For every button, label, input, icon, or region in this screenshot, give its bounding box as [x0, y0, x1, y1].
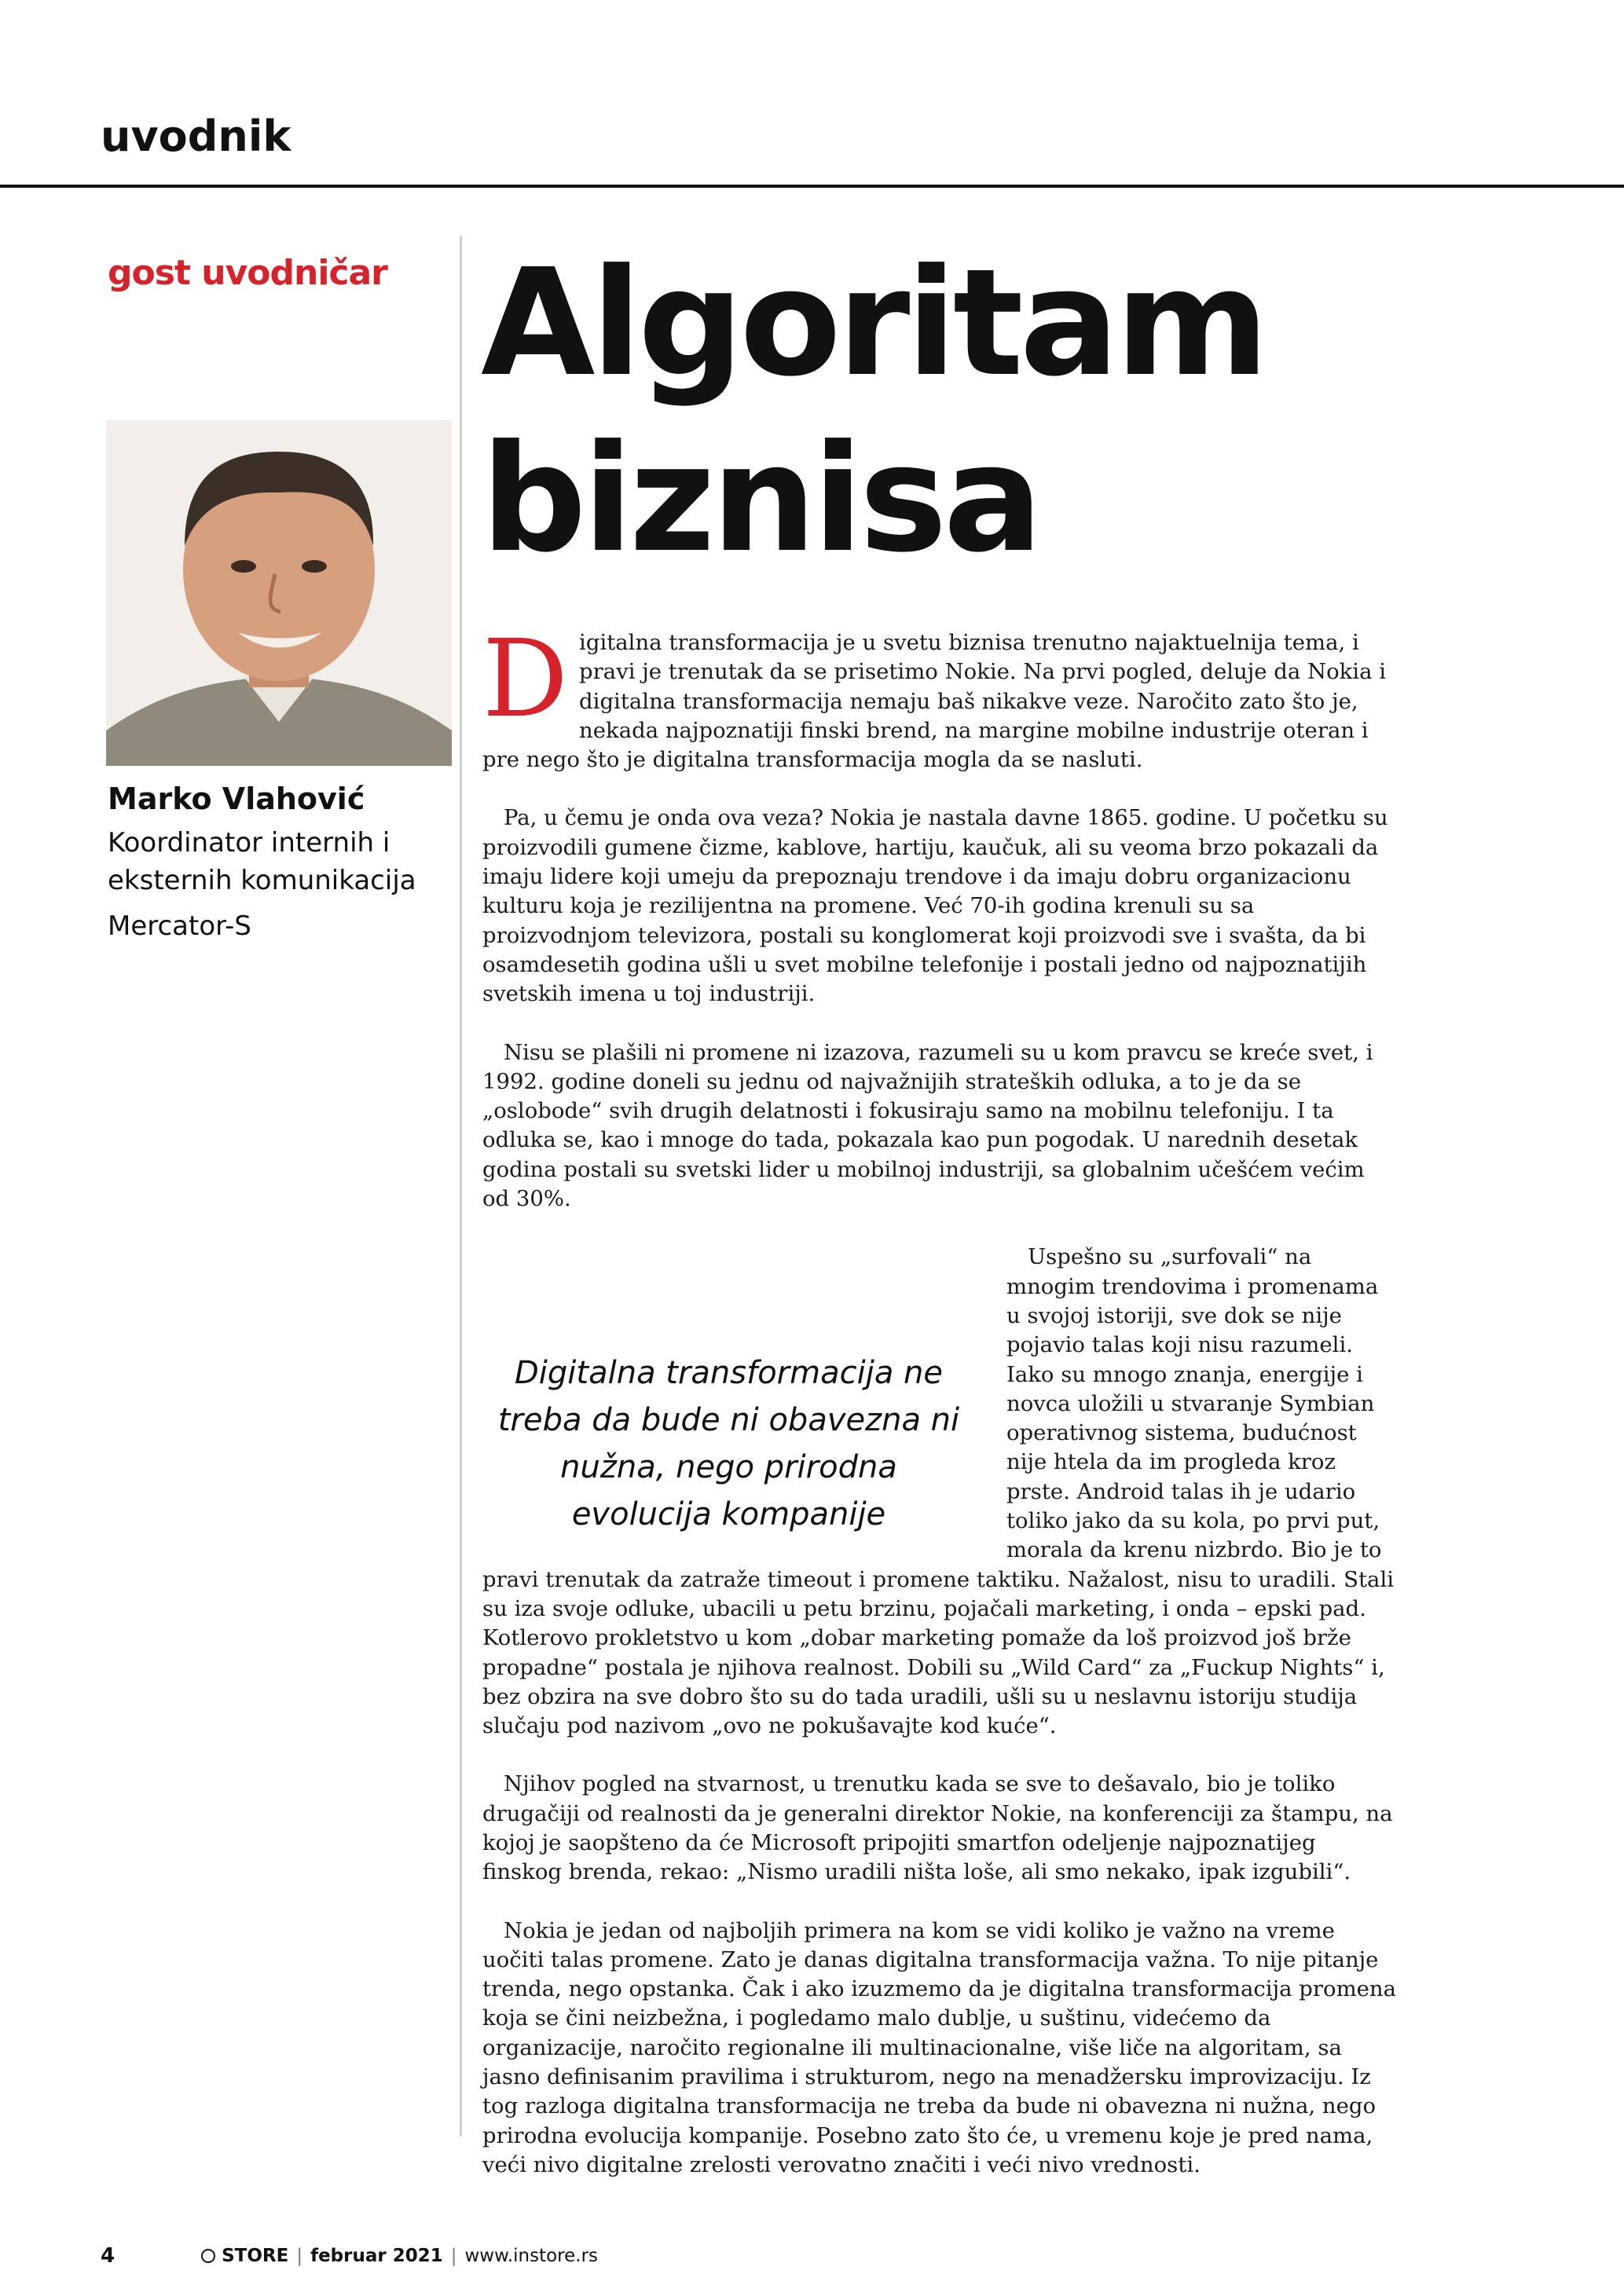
section-divider: [0, 185, 1624, 188]
footer-separator: |: [450, 2246, 457, 2266]
section-label: uvodnik: [101, 112, 291, 161]
headline-line-2: biznisa: [481, 413, 1039, 585]
author-portrait-illustration: [106, 420, 452, 766]
footer-separator: |: [296, 2246, 303, 2266]
author-photo: [106, 420, 452, 766]
author-company: Mercator-S: [108, 910, 251, 942]
guest-editor-label: gost uvodničar: [108, 253, 387, 293]
paragraph-6: Nokia je jedan od najboljih primera na kom se vidi koliko je važno na vreme uočiti talas promene. Zato je danas digitalna transformacija važna. To nije pitanje trenda, nego opstanka. Čak i ako izuzmemo da je digitalna transformacija promena koja se čini neizbežna, i pogledamo malo dublje, u suštinu, videćemo da organizacije, naročito regionalne ili multinacionalne, više liče na algoritam, sa jasno definisanim pravilima i strukturom, nego na menadžersku improvizaciju. Iz tog razloga digitalna transformacija ne treba da bude ni obavezna ni nužna, nego prirodna evolucija kompanije. Posebno zato što će, u vremenu koje je pred nama, veći nivo digitalne zrelosti verovatno značiti i veći nivo vrednosti.: [482, 1917, 1397, 2177]
paragraph-1-text: igitalna transformacija je u svetu biznisa trenutno najaktuelnija tema, i pravi je trenutak da se prisetimo Nokie. Na prvi pogled, deluje da Nokia i digitalna transformacija nemaju baš nikakve veze. Naročito zato što je, nekada najpoznatiji finski brend, na margine mobilne industrije oteran i pre nego što je digitalna transformacija mogla da se nasluti.: [482, 630, 1387, 773]
magazine-name: STORE: [222, 2246, 289, 2266]
paragraph-3: Nisu se plašili ni promene ni izazova, razumeli su u kom pravcu se kreće svet, i 1992. godine doneli su jednu od najvažnijih strateških odluka, a to je da se „oslobode“ svih drugih delatnosti i fokusiraju samo na mobilnu telefoniju. I ta odluka se, kao i mnoge do tada, pokazala kao pun pogodak. U narednih desetak godina postali su svetski lider u mobilnoj industriji, sa globalnim učešćem većim od 30%.: [482, 1039, 1373, 1212]
paragraph-5: Njihov pogled na stvarnost, u trenutku kada se sve to dešavalo, bio je toliko drugačiji od realnosti da je generalni direktor Nokie, na konferenciji za štampu, na kojoj je saopšteno da će Microsoft pripojiti smartfon odeljenje najpoznatijeg finskog brenda, rekao: „Nismo uradili ništa loše, ali smo nekako, ipak izgubili“.: [482, 1771, 1393, 1885]
headline-line-1: Algoritam: [481, 237, 1266, 409]
column-divider: [460, 236, 462, 2137]
magazine-logo-icon: [201, 2249, 215, 2263]
author-name: Marko Vlahović: [108, 782, 365, 816]
paragraph-4: Uspešno su „surfovali“ na mnogim trendovima i promenama u svojoj istoriji, sve dok se nije pojavio talas koji nisu razumeli. Iako su mnogo znanja, energije i novca uložili u stvaranje Symbian operativnog sistema, budućnost nije htela da im progleda kroz prste. Android talas ih je udario toliko jako da su kola, po prvi put, morala da krenu nizbrdo. Bio je to pravi trenutak da zatraže timeout i promene taktiku. Nažalost, nisu to uradili. Stali su iza svoje odluke, ubacili u petu brzinu, pojačali marketing, i onda – epski pad. Kotlerovo prokletstvo u kom „dobar marketing pomaže da loš proizvod još brže propadne“ postala je njihova realnost. Dobili su „Wild Card“ za „Fuckup Nights“ i, bez obzira na sve dobro što su do tada uradili, ušli su u neslavnu istoriju studija slučaju pod nazivom „ovo ne pokušavajte kod kuće“.: [482, 1244, 1395, 1739]
pull-quote: Digitalna transformacija ne treba da bude ni obavezna ni nužna, nego prirodna evolucija kompanije: [497, 1355, 960, 1532]
article-headline: [481, 236, 1597, 588]
drop-cap: D: [482, 617, 569, 742]
page-number: 4: [101, 2244, 115, 2268]
paragraph-2: Pa, u čemu je onda ova veza? Nokia je nastala davne 1865. godine. U početku su proizvodili gumene čizme, kablove, hartiju, kaučuk, ali su veoma brzo pokazali da imaju lidere koji umeju da prepoznaju trendove i da imaju dobru organizacionu kulturu koja je rezilijentna na promene. Već 70-ih godina krenuli su sa proizvodnjom televizora, postali su konglomerat koji proizvodi sve i svašta, da bi osamdesetih godina ušli u svet mobilne telefonije i postali jedno od najpoznatijih svetskih imena u toj industriji.: [482, 805, 1388, 1007]
paragraph-1: [482, 617, 1398, 774]
author-role: Koordinator internih i eksternih komunikacija: [108, 827, 416, 896]
website-link[interactable]: www.instore.rs: [464, 2246, 599, 2266]
issue-date: februar 2021: [310, 2246, 443, 2266]
page-footer: [101, 2244, 598, 2268]
